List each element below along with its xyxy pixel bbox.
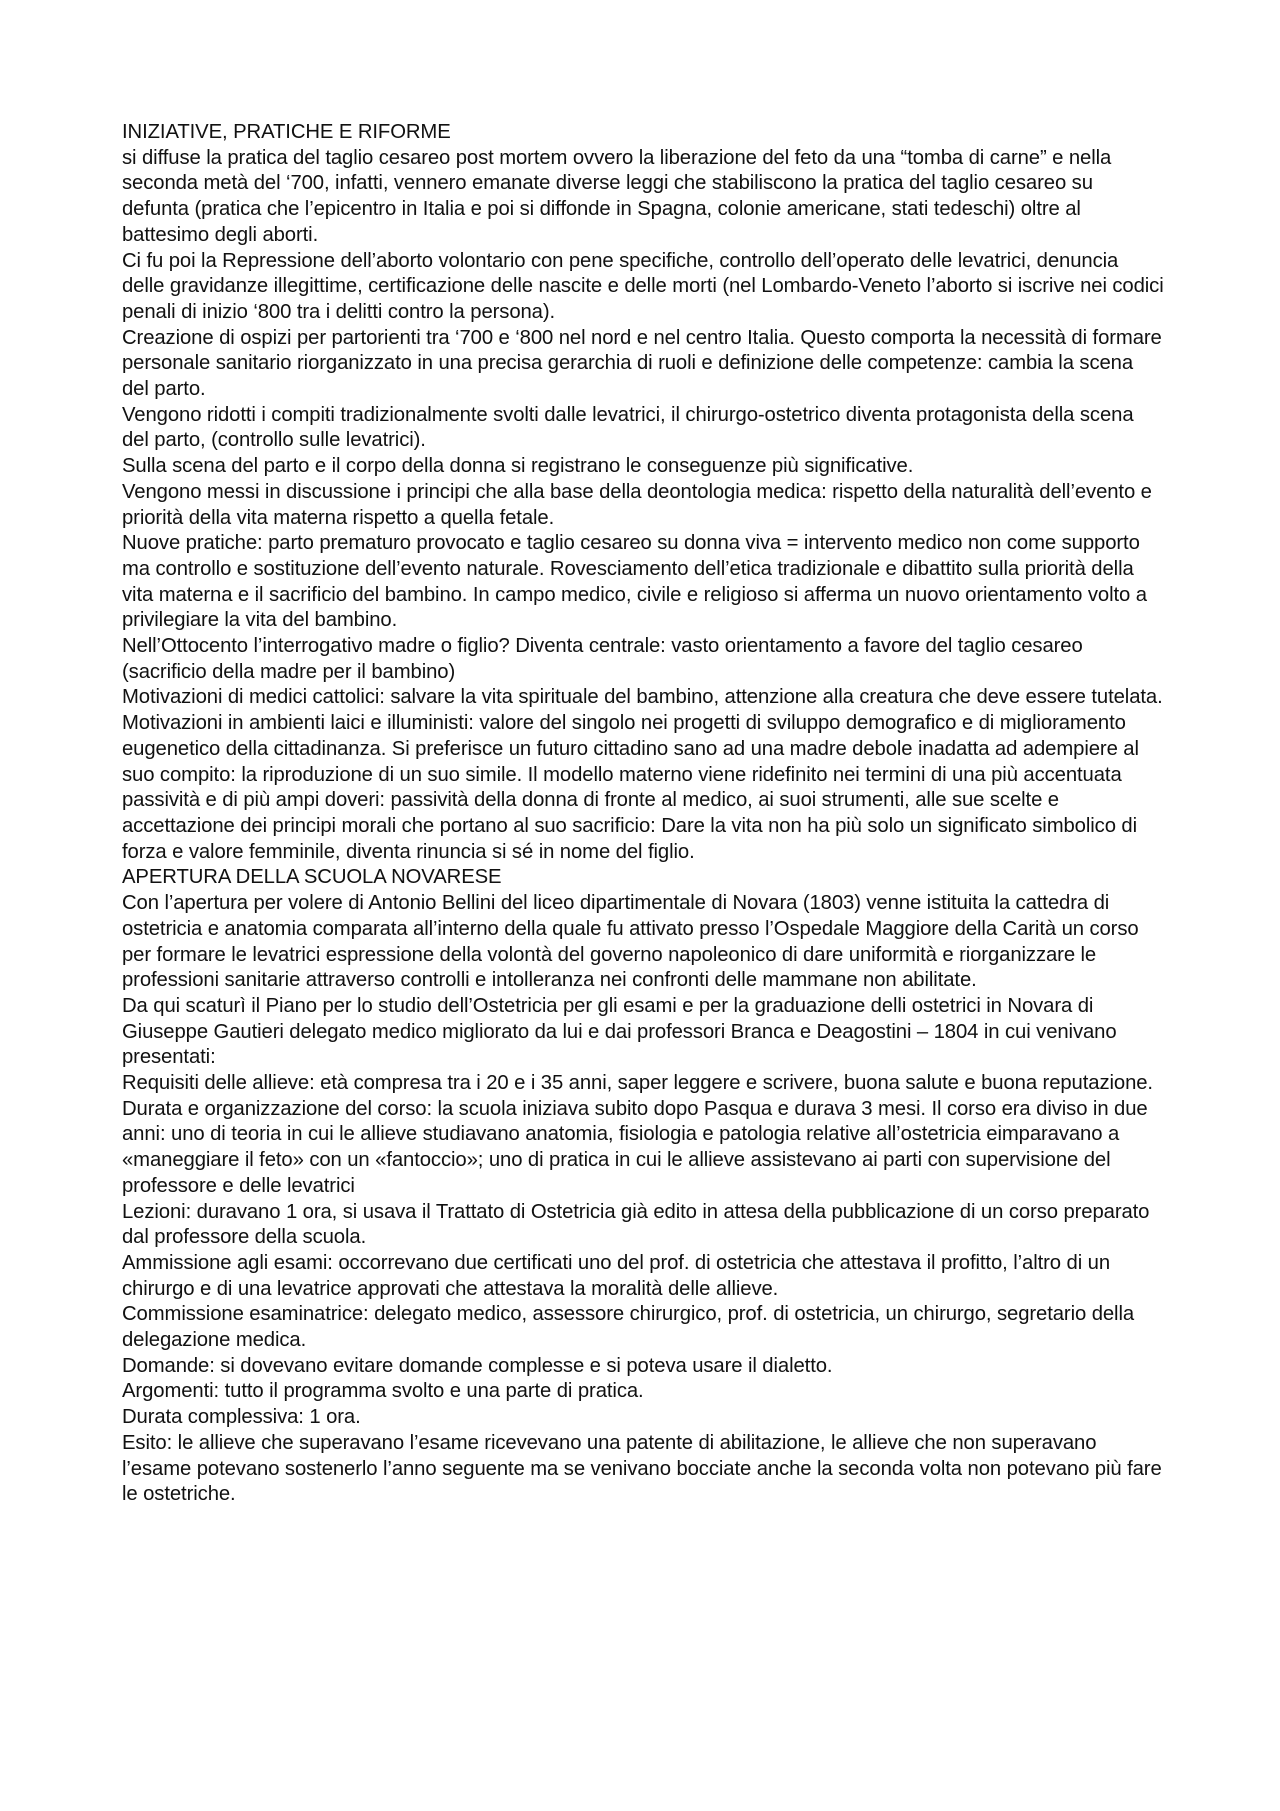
paragraph-medici-cattolici: Motivazioni di medici cattolici: salvare la vita spirituale del bambino, attenzione alla creatura che deve essere tutelata. [122,686,1163,709]
paragraph-repressione-aborto: Ci fu poi la Repressione dell’aborto volontario con pene specifiche, controllo dell’operato delle levatrici, denuncia delle gravidanze illegittime, certificazione delle nascite e delle morti (nel Lombardo-Veneto l’aborto si iscrive nei codici penali di inizio ‘800 tra i delitti contro la persona). [122,249,1164,323]
paragraph-ambienti-laici: Motivazioni in ambienti laici e illuministi: valore del singolo nei progetti di sviluppo demografico e di miglioramento eugenetico della cittadinanza. Si preferisce un futuro cittadino sano ad una madre debole inadatta ad adempiere al suo compito: la riproduzione di un suo simile. Il modello materno viene ridefinito nei termini di una più accentuata passività e di più ampi doveri: passività della donna di fronte al medico, ai suoi strumenti, alle sue scelte e accettazione dei principi morali che portano al suo sacrificio: Dare la vita non ha più solo un significato simbolico di forza e valore femminile, diventa rinuncia si sé in nome del figlio. [122,712,1139,863]
section-heading-scuola-novarese: APERTURA DELLA SCUOLA NOVARESE [122,866,502,889]
paragraph-esito: Esito: le allieve che superavano l’esame ricevevano una patente di abilitazione, le allieve che non superavano l’esame potevano sostenerlo l’anno seguente ma se venivano bocciate anche la seconda volta non potevano più fare le ostetriche. [122,1431,1162,1506]
paragraph-ottocento: Nell’Ottocento l’interrogativo madre o figlio? Diventa centrale: vasto orientamento a favore del taglio cesareo (sacrificio della madre per il bambino) [122,635,1083,683]
paragraph-apertura-liceo: Con l’apertura per volere di Antonio Bellini del liceo dipartimentale di Novara (1803) venne istituita la cattedra di ostetricia e anatomia comparata all’interno della quale fu attivato presso l’Ospedale Maggiore della Carità un corso per formare le levatrici espressione della volontà del governo napoleonico di dare uniformità e riorganizzare le professioni sanitarie attraverso controlli e intolleranza nei confronti delle mammane non abilitate. [122,892,1139,992]
paragraph-lezioni: Lezioni: duravano 1 ora, si usava il Trattato di Ostetricia già edito in attesa della pubblicazione di un corso preparato dal professore della scuola. [122,1200,1150,1249]
paragraph-compiti-levatrici: Vengono ridotti i compiti tradizionalmente svolti dalle levatrici, il chirurgo-ostetrico diventa protagonista della scena del parto, (controllo sulle levatrici). [122,403,1134,452]
paragraph-durata-complessiva: Durata complessiva: 1 ora. [122,1406,361,1429]
paragraph-deontologia: Vengono messi in discussione i principi che alla base della deontologia medica: rispetto della naturalità dell’evento e priorità della vita materna rispetto a quella fetale. [122,480,1152,529]
document-page [122,120,1164,1508]
paragraph-durata-organizzazione: Durata e organizzazione del corso: la scuola iniziava subito dopo Pasqua e durava 3 mesi. Il corso era diviso in due anni: uno di teoria in cui le allieve studiavano anatomia, fisiologia e patologia relative all’ostetricia eimparavano a «maneggiare il feto» con un «fantoccio»; uno di pratica in cui le allieve assistevano ai parti con supervisione del professore e delle levatrici [122,1097,1148,1197]
paragraph-scena-parto: Sulla scena del parto e il corpo della donna si registrano le conseguenze più significative. [122,455,914,478]
paragraph-taglio-cesareo: si diffuse la pratica del taglio cesareo post mortem ovvero la liberazione del feto da una “tomba di carne” e nella seconda metà del ‘700, infatti, vennero emanate diverse leggi che stabiliscono la pratica del taglio cesareo su defunta (pratica che l’epicentro in Italia e poi si diffonde in Spagna, colonie americane, stati tedeschi) oltre al battesimo degli aborti. [122,146,1112,246]
paragraph-argomenti: Argomenti: tutto il programma svolto e una parte di pratica. [122,1380,644,1403]
paragraph-commissione: Commissione esaminatrice: delegato medico, assessore chirurgico, prof. di ostetricia, un chirurgo, segretario della delegazione medica. [122,1303,1135,1352]
paragraph-piano-studio: Da qui scaturì il Piano per lo studio dell’Ostetricia per gli esami e per la graduazione delli ostetrici in Novara di Giuseppe Gautieri delegato medico migliorato da lui e dai professori Branca e Deagostini – 1804 in cui venivano presentati: [122,994,1117,1069]
paragraph-nuove-pratiche: Nuove pratiche: parto prematuro provocato e taglio cesareo su donna viva = intervento medico non come supporto ma controllo e sostituzione dell’evento naturale. Rovesciamento dell’etica tradizionale e dibattito sulla priorità della vita materna e il sacrificio del bambino. In campo medico, civile e religioso si afferma un nuovo orientamento volto a privilegiare la vita del bambino. [122,532,1147,632]
paragraph-requisiti: Requisiti delle allieve: età compresa tra i 20 e i 35 anni, saper leggere e scrivere, buona salute e buona reputazione. [122,1072,1153,1095]
paragraph-domande: Domande: si dovevano evitare domande complesse e si poteva usare il dialetto. [122,1354,833,1377]
section-heading-iniziative: INIZIATIVE, PRATICHE E RIFORME [122,121,451,143]
paragraph-ammissione: Ammissione agli esami: occorrevano due certificati uno del prof. di ostetricia che attestava il profitto, l’altro di un chirurgo e di una levatrice approvati che attestava la moralità delle allieve. [122,1251,1110,1300]
paragraph-ospizi: Creazione di ospizi per partorienti tra ‘700 e ‘800 nel nord e nel centro Italia. Questo comporta la necessità di formare personale sanitario riorganizzato in una precisa gerarchia di ruoli e definizione delle competenze: cambia la scena del parto. [122,326,1162,401]
